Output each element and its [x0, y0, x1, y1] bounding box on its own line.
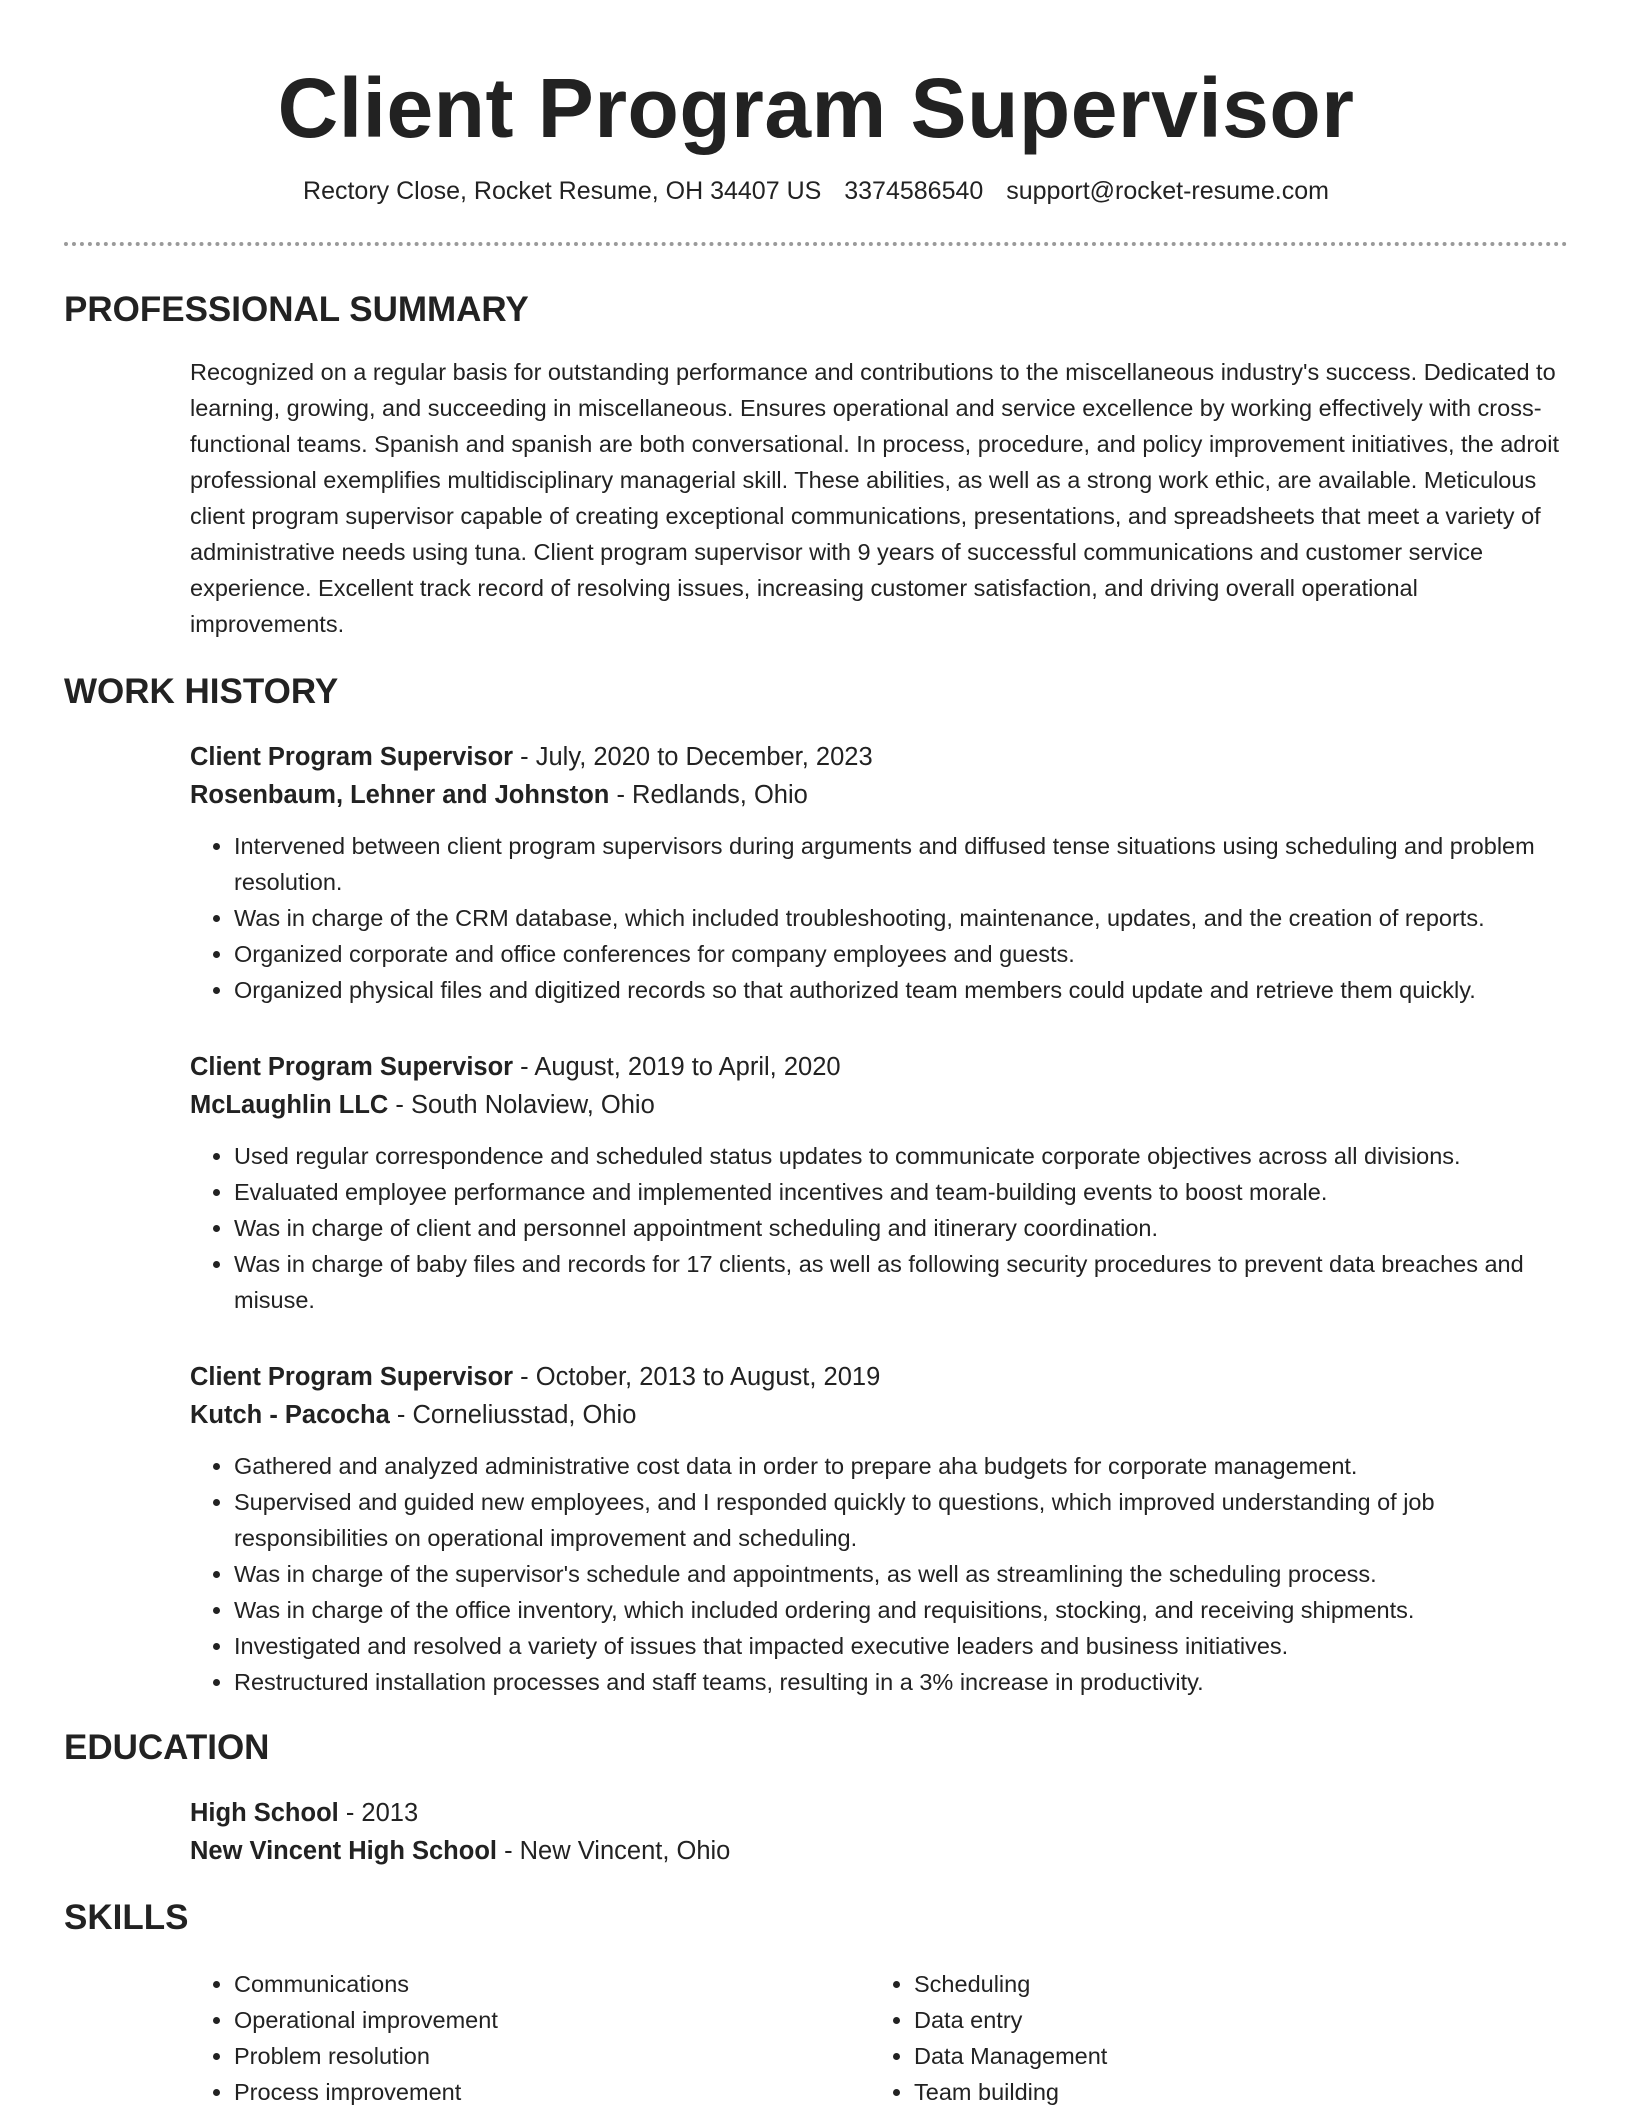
job-location: - Redlands, Ohio [609, 781, 808, 809]
job-entry [190, 1048, 1568, 1318]
contact-address: Rectory Close, Rocket Resume, OH 34407 US [303, 177, 822, 205]
job-company: Rosenbaum, Lehner and Johnston [190, 781, 610, 809]
section-title-summary: PROFESSIONAL SUMMARY [64, 290, 529, 329]
skill-item: • Communications [234, 1966, 870, 2002]
candidate-name: Client Program Supervisor [277, 61, 1355, 155]
job-company-line [190, 776, 1568, 814]
job-bullet: • Was in charge of the office inventory, which included ordering and requisitions, stocking, and receiving shipments. [234, 1592, 1568, 1628]
education-entry [190, 1794, 1568, 1870]
job-bullet: • Gathered and analyzed administrative cost data in order to prepare aha budgets for corporate management. [234, 1448, 1568, 1484]
job-company: Kutch - Pacocha [190, 1401, 390, 1429]
job-bullet: • Organized corporate and office conferences for company employees and guests. [234, 936, 1568, 972]
job-entry [190, 1358, 1568, 1700]
job-bullet: • Was in charge of the supervisor's schedule and appointments, as well as streamlining the scheduling process. [234, 1556, 1568, 1592]
job-bullets [190, 1448, 1568, 1700]
job-dates: - August, 2019 to April, 2020 [513, 1053, 841, 1081]
education-degree-line [190, 1794, 1568, 1832]
skills-column-left [190, 1966, 870, 2110]
skill-item: • Data Management [914, 2038, 1550, 2074]
skill-item: • Team building [914, 2074, 1550, 2110]
job-role: Client Program Supervisor [190, 1363, 514, 1391]
resume-page [64, 0, 1568, 2110]
job-bullet: • Supervised and guided new employees, and I responded quickly to questions, which improved understanding of job responsibilities on operational improvement and scheduling. [234, 1484, 1568, 1556]
job-role: Client Program Supervisor [190, 1053, 514, 1081]
skills-column-right [870, 1966, 1550, 2110]
job-company-line [190, 1086, 1568, 1124]
job-company-line [190, 1396, 1568, 1434]
job-bullet: • Was in charge of the CRM database, which included troubleshooting, maintenance, updates, and the creation of reports. [234, 900, 1568, 936]
job-bullets [190, 828, 1568, 1008]
skill-item: • Data entry [914, 2002, 1550, 2038]
skill-item: • Scheduling [914, 1966, 1550, 2002]
header-divider [64, 242, 1568, 246]
job-bullet: • Evaluated employee performance and implemented incentives and team-building events to boost morale. [234, 1174, 1568, 1210]
job-bullet: • Was in charge of baby files and records for 17 clients, as well as following security procedures to prevent data breaches and misuse. [234, 1246, 1568, 1318]
skill-item: • Problem resolution [234, 2038, 870, 2074]
job-bullets [190, 1138, 1568, 1318]
education-year: - 2013 [338, 1799, 419, 1827]
contact-phone: 3374586540 [844, 177, 984, 205]
job-dates: - July, 2020 to December, 2023 [513, 743, 873, 771]
contact-line [64, 174, 1568, 208]
contact-email: support@rocket-resume.com [1006, 177, 1329, 205]
section-title-education: EDUCATION [64, 1728, 270, 1767]
skill-item: • Operational improvement [234, 2002, 870, 2038]
summary-text: Recognized on a regular basis for outstanding performance and contributions to the miscellaneous industry's success. Dedicated to learning, growing, and succeeding in miscellaneous. Ensures operational and service excellence by working effectively with cross-functional teams. Spanish and spanish are both conversational. In process, procedure, and policy improvement initiatives, the adroit professional exemplifies multidisciplinary managerial skill. These abilities, as well as a strong work ethic, are available. Meticulous client program supervisor capable of creating exceptional communications, presentations, and spreadsheets that meet a variety of administrative needs using tuna. Client program supervisor with 9 years of successful communications and customer service experience. Excellent track record of resolving issues, increasing customer satisfaction, and driving overall operational improvements. [190, 359, 1559, 637]
job-role: Client Program Supervisor [190, 743, 514, 771]
job-bullet: • Investigated and resolved a variety of issues that impacted executive leaders and business initiatives. [234, 1628, 1568, 1664]
section-title-work-history: WORK HISTORY [64, 672, 339, 711]
job-location: - Corneliusstad, Ohio [389, 1401, 637, 1429]
job-company: McLaughlin LLC [190, 1091, 389, 1119]
section-title-skills: SKILLS [64, 1898, 189, 1937]
job-dates: - October, 2013 to August, 2019 [513, 1363, 881, 1391]
job-bullet: • Used regular correspondence and scheduled status updates to communicate corporate objectives across all divisions. [234, 1138, 1568, 1174]
job-title-line [190, 738, 1568, 776]
education-location: - New Vincent, Ohio [496, 1837, 731, 1865]
job-location: - South Nolaview, Ohio [388, 1091, 655, 1119]
job-entry [190, 738, 1568, 1008]
job-title-line [190, 1358, 1568, 1396]
job-bullet: • Intervened between client program supervisors during arguments and diffused tense situations using scheduling and problem resolution. [234, 828, 1568, 900]
education-school: New Vincent High School [190, 1837, 497, 1865]
skill-item: • Process improvement [234, 2074, 870, 2110]
job-bullet: • Was in charge of client and personnel appointment scheduling and itinerary coordination. [234, 1210, 1568, 1246]
job-title-line [190, 1048, 1568, 1086]
skills-grid [190, 1966, 1568, 2110]
job-bullet: • Restructured installation processes and staff teams, resulting in a 3% increase in productivity. [234, 1664, 1568, 1700]
education-degree: High School [190, 1799, 339, 1827]
education-school-line [190, 1832, 1568, 1870]
job-bullet: • Organized physical files and digitized records so that authorized team members could update and retrieve them quickly. [234, 972, 1568, 1008]
